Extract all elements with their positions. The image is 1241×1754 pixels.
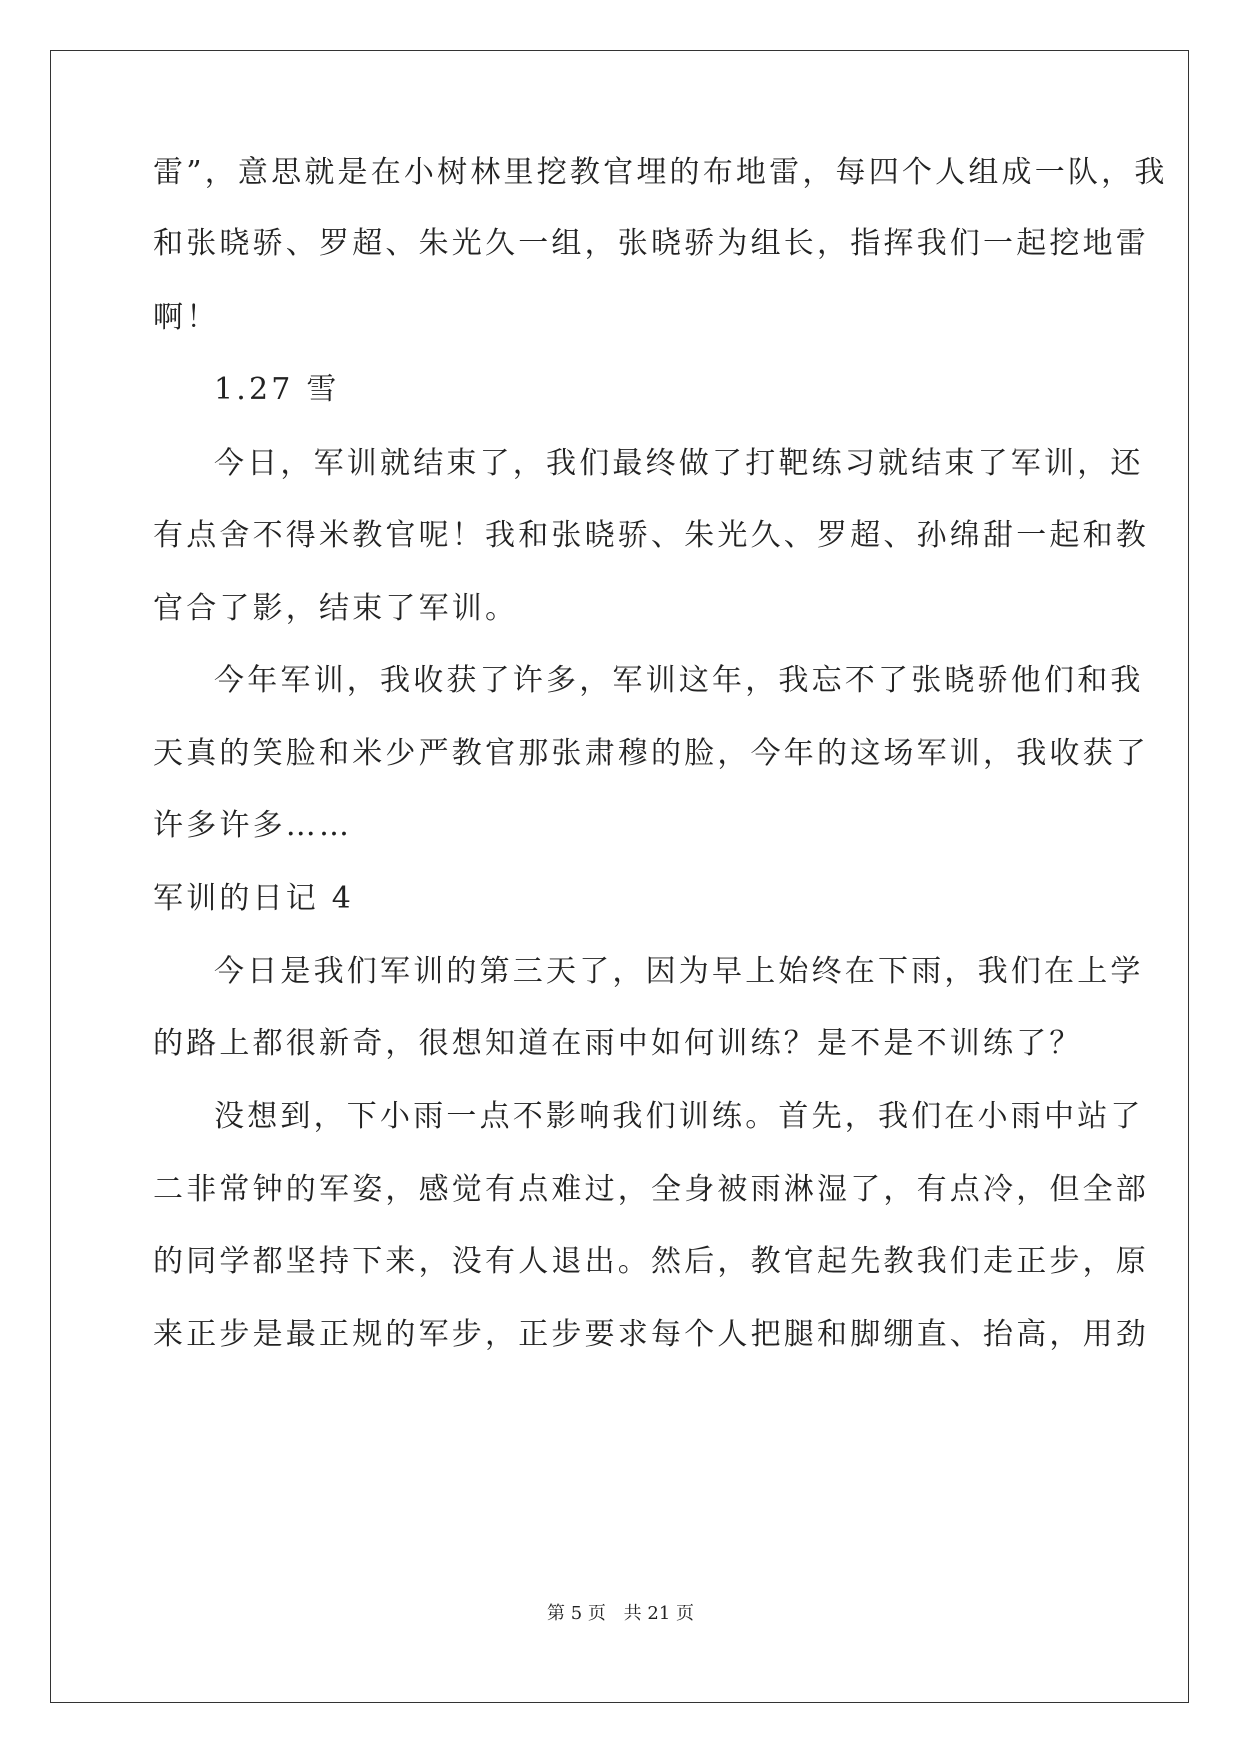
diary-section-title: 军训的日记 4 (153, 881, 355, 916)
text-line: 的路上都很新奇，很想知道在雨中如何训练？是不是不训练了？ (153, 1026, 1083, 1061)
text-line: 来正步是最正规的军步，正步要求每个人把腿和脚绷直、抬高，用劲 (153, 1317, 1149, 1352)
section-date-heading: 1.27 雪 (214, 372, 340, 407)
text-line: 天真的笑脸和米少严教官那张肃穆的脸，今年的这场军训，我收获了 (153, 736, 1149, 771)
text-line: 的同学都坚持下来，没有人退出。然后，教官起先教我们走正步，原 (153, 1244, 1149, 1279)
page-total: 共 21 页 (623, 1603, 694, 1624)
text-line: 官合了影，结束了军训。 (153, 591, 519, 626)
page-number: 第 5 页 (547, 1603, 606, 1624)
text-line: 和张晓骄、罗超、朱光久一组，张晓骄为组长，指挥我们一起挖地雷 (153, 226, 1149, 261)
text-line: 没想到，下小雨一点不影响我们训练。首先，我们在小雨中站了 (214, 1099, 1144, 1134)
page-footer (0, 1602, 1241, 1626)
text-line: 今年军训，我收获了许多，军训这年，我忘不了张晓骄他们和我 (214, 663, 1144, 698)
text-line: 许多许多…… (153, 808, 353, 843)
text-line: 雷”，意思就是在小树林里挖教官埋的布地雷，每四个人组成一队，我 (153, 155, 1168, 190)
text-line: 今日是我们军训的第三天了，因为早上始终在下雨，我们在上学 (214, 954, 1144, 989)
text-line: 二非常钟的军姿，感觉有点难过，全身被雨淋湿了，有点冷，但全部 (153, 1172, 1149, 1207)
text-line: 今日，军训就结束了，我们最终做了打靶练习就结束了军训，还 (214, 446, 1144, 481)
text-line: 啊！ (153, 300, 220, 335)
text-line: 有点舍不得米教官呢！我和张晓骄、朱光久、罗超、孙绵甜一起和教 (153, 518, 1149, 553)
